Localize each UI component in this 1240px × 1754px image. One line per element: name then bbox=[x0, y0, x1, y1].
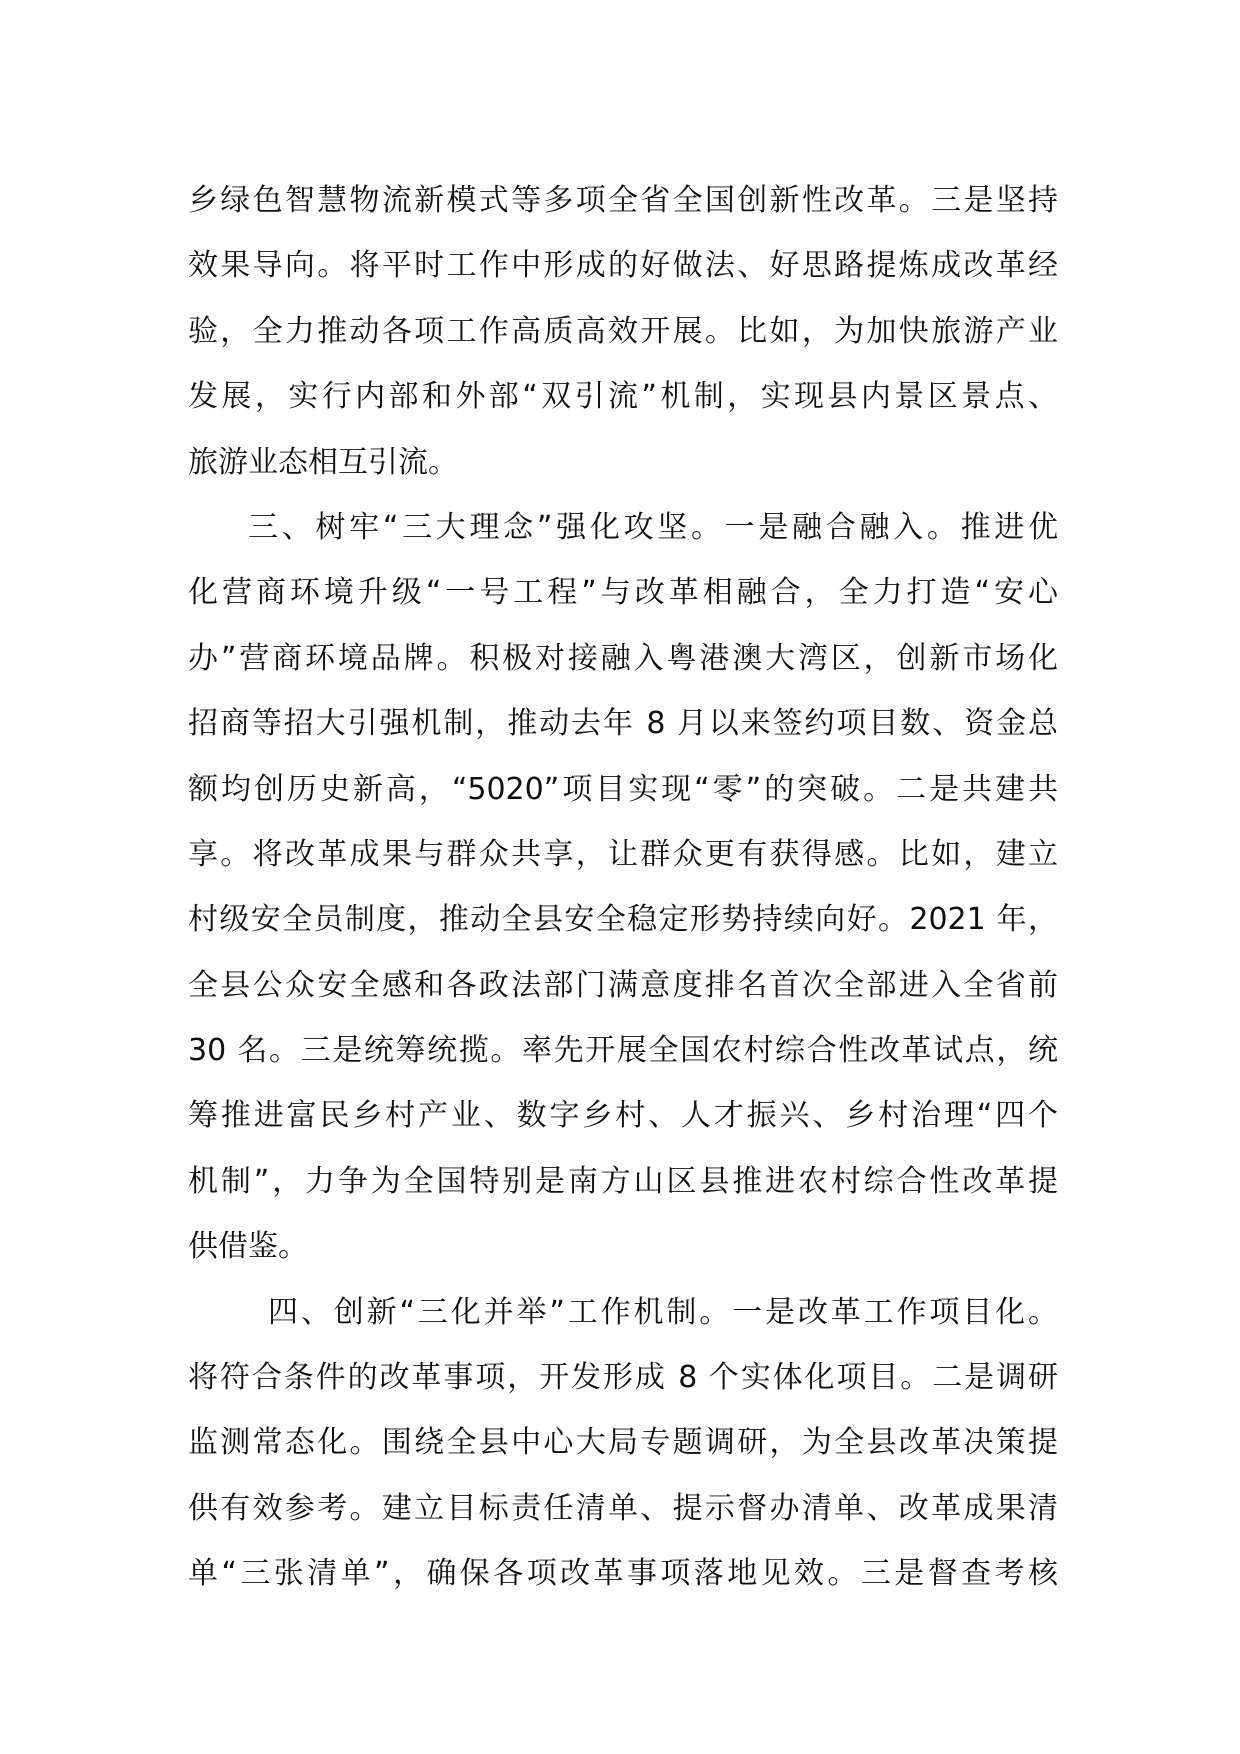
text-line: 化营商环境升级“一号工程”与改革相融合，全力打造“安心 bbox=[188, 575, 1058, 611]
text-line: 单“三张清单”，确保各项改革事项落地见效。三是督查考核 bbox=[188, 1556, 1058, 1592]
text-line: 供借鉴。 bbox=[188, 1229, 308, 1265]
text-line: 将符合条件的改革事项，开发形成 8 个实体化项目。二是调研 bbox=[188, 1360, 1058, 1396]
text-line: 办”营商环境品牌。积极对接融入粤港澳大湾区，创新市场化 bbox=[188, 640, 1058, 676]
paragraph-heading-line: 四、创新“三化并举”工作机制。一是改革工作项目化。 bbox=[268, 1294, 1058, 1330]
text-line: 30 名。三是统筹统揽。率先开展全国农村综合性改革试点，统 bbox=[188, 1033, 1058, 1069]
text-line: 额均创历史新高，“5020”项目实现“零”的突破。二是共建共 bbox=[188, 771, 1058, 807]
text-line: 发展，实行内部和外部“双引流”机制，实现县内景区景点、 bbox=[188, 379, 1058, 415]
text-line: 验，全力推动各项工作高质高效开展。比如，为加快旅游产业 bbox=[188, 313, 1058, 349]
text-line: 效果导向。将平时工作中形成的好做法、好思路提炼成改革经 bbox=[188, 248, 1058, 284]
text-line: 机制”，力争为全国特别是南方山区县推进农村综合性改革提 bbox=[188, 1163, 1058, 1199]
text-line: 监测常态化。围绕全县中心大局专题调研，为全县改革决策提 bbox=[188, 1425, 1058, 1461]
text-line: 旅游业态相互引流。 bbox=[188, 444, 458, 480]
text-line: 招商等招大引强机制，推动去年 8 月以来签约项目数、资金总 bbox=[188, 706, 1058, 742]
text-line: 筹推进富民乡村产业、数字乡村、人才振兴、乡村治理“四个 bbox=[188, 1098, 1058, 1134]
text-line: 供有效参考。建立目标责任清单、提示督办清单、改革成果清 bbox=[188, 1490, 1058, 1526]
text-line: 村级安全员制度，推动全县安全稳定形势持续向好。2021 年， bbox=[188, 902, 1058, 938]
paragraph-heading-line: 三、树牢“三大理念”强化攻坚。一是融合融入。推进优 bbox=[248, 509, 1058, 545]
document-body bbox=[188, 168, 1058, 1607]
text-line: 乡绿色智慧物流新模式等多项全省全国创新性改革。三是坚持 bbox=[188, 183, 1058, 218]
text-line: 享。将改革成果与群众共享，让群众更有获得感。比如，建立 bbox=[188, 836, 1058, 872]
text-line: 全县公众安全感和各政法部门满意度排名首次全部进入全省前 bbox=[188, 967, 1058, 1003]
